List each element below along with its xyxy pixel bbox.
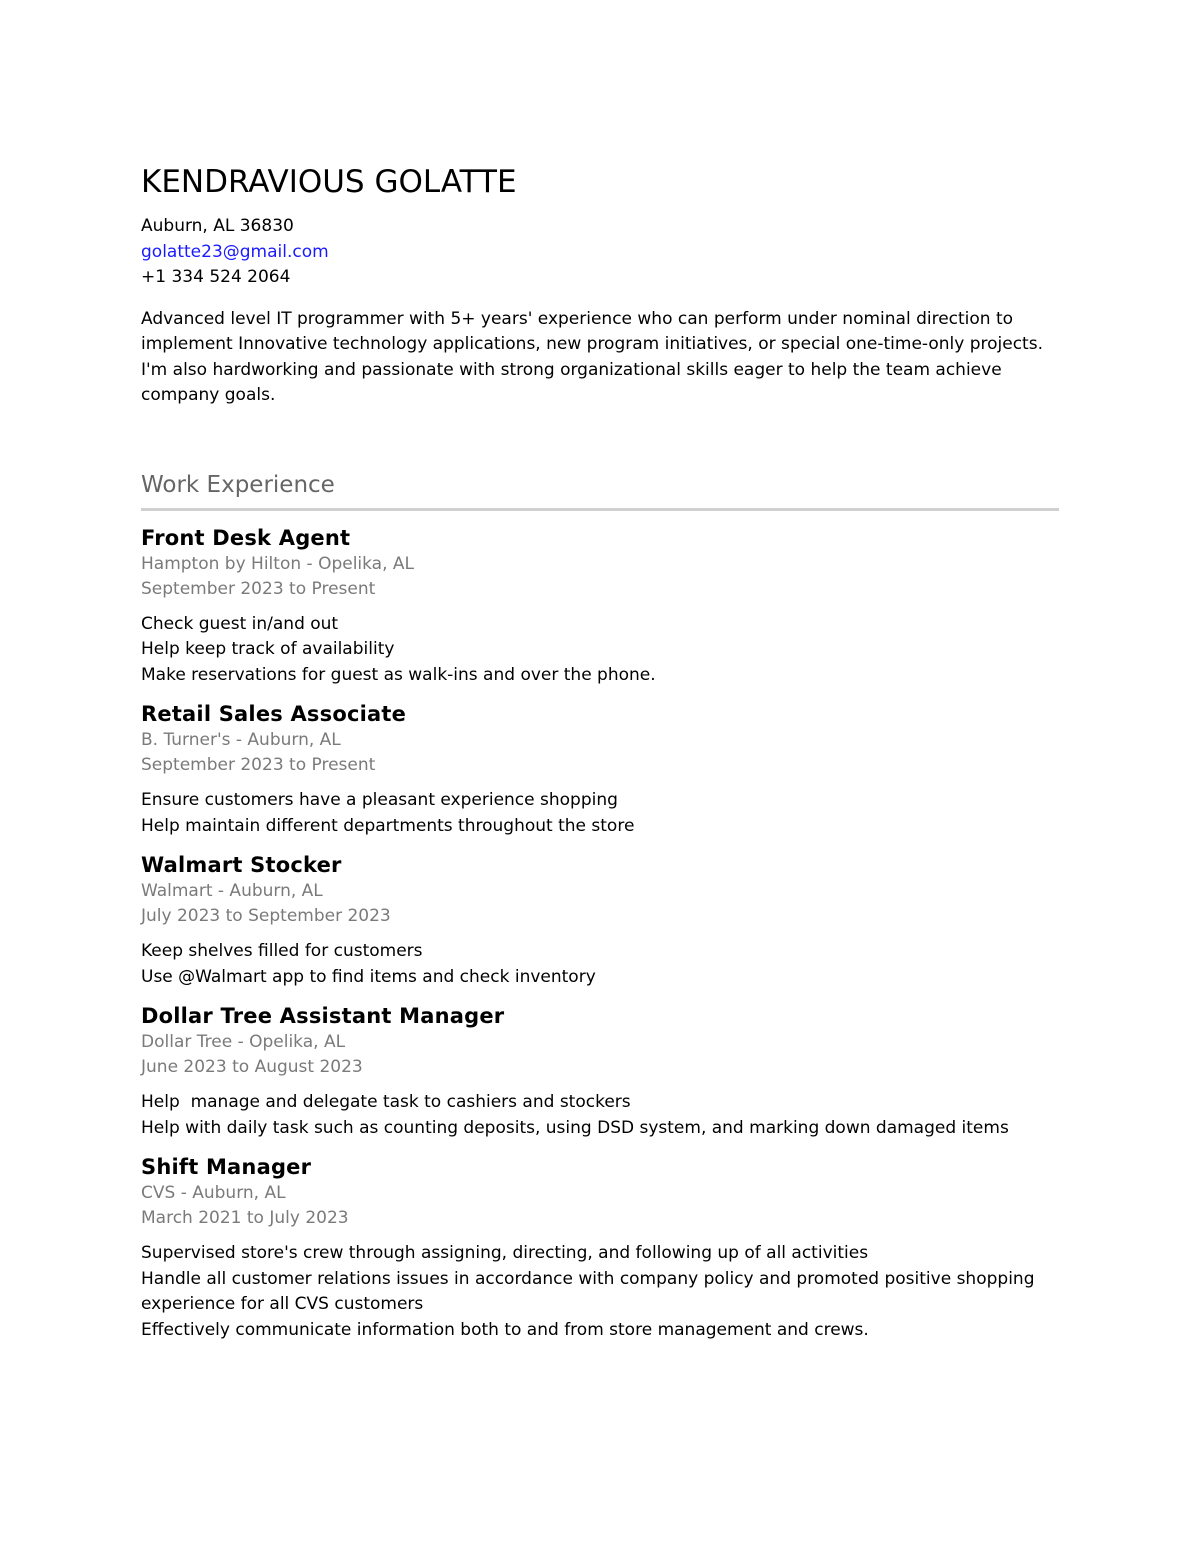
job-dates: June 2023 to August 2023	[141, 1057, 363, 1077]
job-duty: Handle all customer relations issues in accordance with company policy and promoted positive shopping experience for all CVS customers	[141, 1268, 1035, 1314]
job-company: Dollar Tree - Opelika, AL	[141, 1032, 346, 1052]
job-duties	[141, 939, 1059, 990]
job-duty: Use @Walmart app to find items and check inventory	[141, 966, 596, 987]
job-duty: Help keep track of availability	[141, 639, 395, 659]
job-duty: Keep shelves filled for customers	[141, 941, 423, 961]
job-duty: Supervised store's crew through assigning, directing, and following up of all activities	[141, 1243, 869, 1263]
job-title: Walmart Stocker	[141, 853, 342, 877]
job-list	[141, 525, 1059, 1344]
job-dates: March 2021 to July 2023	[141, 1208, 349, 1228]
job-company: Walmart - Auburn, AL	[141, 881, 323, 901]
job-title: Front Desk Agent	[141, 525, 351, 550]
job-title: Shift Manager	[141, 1155, 312, 1179]
location-text: Auburn, AL 36830	[141, 216, 294, 236]
candidate-name: KENDRAVIOUS GOLATTE	[141, 164, 517, 200]
job-entry	[141, 1003, 1059, 1141]
job-dates: September 2023 to Present	[141, 755, 376, 775]
job-duty: Ensure customers have a pleasant experience shopping	[141, 790, 618, 810]
job-duty: Help maintain different departments throughout the store	[141, 815, 635, 836]
job-duties	[141, 1090, 1059, 1141]
job-duty: Effectively communicate information both to and from store management and crews.	[141, 1319, 869, 1340]
job-title: Retail Sales Associate	[141, 702, 407, 726]
work-experience-heading: Work Experience	[141, 470, 1059, 511]
job-duties	[141, 788, 1059, 839]
phone-text: +1 334 524 2064	[141, 267, 291, 287]
job-dates: September 2023 to Present	[141, 578, 376, 599]
job-title: Dollar Tree Assistant Manager	[141, 1004, 505, 1028]
job-entry	[141, 852, 1059, 990]
summary-paragraph: Advanced level IT programmer with 5+ years' experience who can perform under nominal direction to implement Innovative technology applications, new program initiatives, or special one-time-only projects. I'm also hardworking and passionate with strong organizational skills eager to help the team achieve company goals.	[141, 308, 1043, 405]
resume-page	[141, 162, 1059, 1356]
job-company: CVS - Auburn, AL	[141, 1183, 286, 1203]
job-entry	[141, 525, 1059, 689]
job-company: B. Turner's - Auburn, AL	[141, 730, 341, 750]
job-duty: Help manage and delegate task to cashiers and stockers	[141, 1092, 631, 1112]
job-entry	[141, 1154, 1059, 1343]
job-dates: July 2023 to September 2023	[141, 906, 391, 926]
job-duty: Check guest in/and out	[141, 613, 339, 634]
job-entry	[141, 701, 1059, 839]
email-link[interactable]: golatte23@gmail.com	[141, 241, 329, 262]
job-duties	[141, 1241, 1059, 1343]
job-duty: Make reservations for guest as walk-ins and over the phone.	[141, 664, 656, 685]
job-duty: Help with daily task such as counting deposits, using DSD system, and marking down damaged items	[141, 1117, 1009, 1138]
job-company: Hampton by Hilton - Opelika, AL	[141, 553, 415, 574]
job-duties	[141, 612, 1059, 689]
